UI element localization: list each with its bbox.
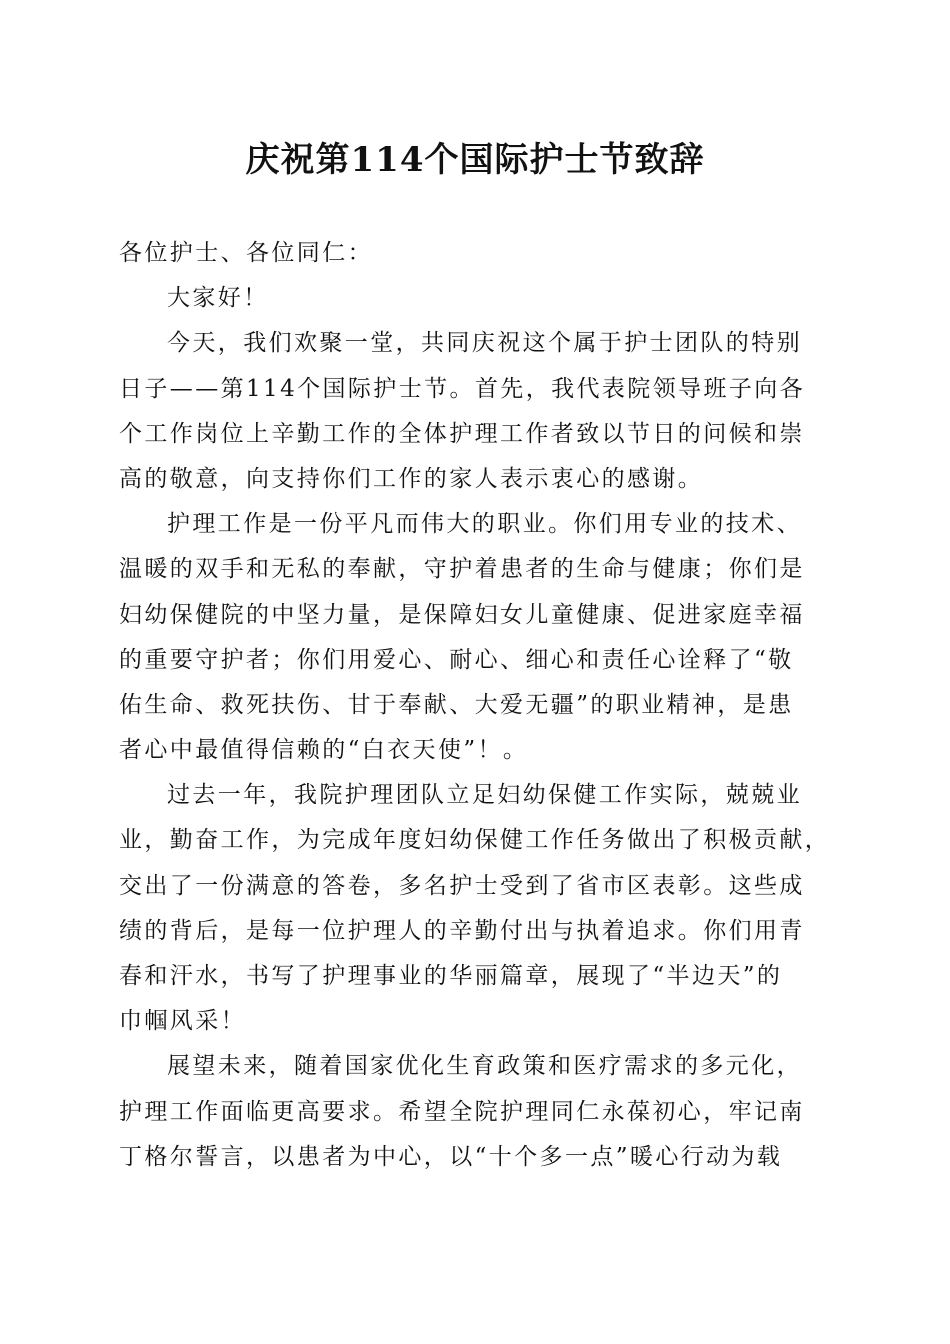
paragraph-line: 展望未来，随着国家优化生育政策和医疗需求的多元化， <box>167 1053 802 1080</box>
paragraph-line: 护理工作面临更高要求。希望全院护理同仁永葆初心，牢记南 <box>119 1098 805 1125</box>
paragraph-line: 的重要守护者；你们用爱心、耐心、细心和责任心诠释了“敬 <box>119 646 794 673</box>
paragraph-line: 个工作岗位上辛勤工作的全体护理工作者致以节日的问候和崇 <box>119 420 805 447</box>
paragraph-line: 过去一年，我院护理团队立足妇幼保健工作实际，兢兢业 <box>167 782 802 809</box>
paragraph-line: 绩的背后，是每一位护理人的辛勤付出与执着追求。你们用青 <box>119 917 805 944</box>
salutation-line: 各位护士、各位同仁： <box>119 240 373 266</box>
paragraph-line: 丁格尔誓言，以患者为中心，以“十个多一点”暖心行动为载 <box>119 1143 783 1170</box>
document-body <box>119 231 831 1180</box>
paragraph-line: 温暖的双手和无私的奉献，守护着患者的生命与健康；你们是 <box>119 556 805 583</box>
paragraph-line: 交出了一份满意的答卷，多名护士受到了省市区表彰。这些成 <box>119 872 805 899</box>
paragraph-line: 日子——第114个国际护士节。首先，我代表院领导班子向各 <box>119 375 806 402</box>
document-title: 庆祝第114个国际护士节致辞 <box>245 140 705 180</box>
paragraph-line: 高的敬意，向支持你们工作的家人表示衷心的感谢。 <box>119 465 704 492</box>
paragraph-line: 者心中最值得信赖的“白衣天使”！。 <box>119 737 529 764</box>
paragraph-line: 妇幼保健院的中坚力量，是保障妇女儿童健康、促进家庭幸福 <box>119 601 805 628</box>
greeting-line: 大家好！ <box>167 285 269 312</box>
paragraph-line: 护理工作是一份平凡而伟大的职业。你们用专业的技术、 <box>167 511 802 538</box>
paragraph-line: 佑生命、救死扶伤、甘于奉献、大爱无疆”的职业精神，是患 <box>119 691 794 718</box>
paragraph-line: 今天，我们欢聚一堂，共同庆祝这个属于护士团队的特别 <box>167 330 802 357</box>
paragraph-line: 业，勤奋工作，为完成年度妇幼保健工作任务做出了积极贡献， <box>119 827 831 854</box>
paragraph-line: 春和汗水，书写了护理事业的华丽篇章，展现了“半边天”的 <box>119 963 783 989</box>
paragraph-line: 巾帼风采！ <box>119 1008 246 1035</box>
